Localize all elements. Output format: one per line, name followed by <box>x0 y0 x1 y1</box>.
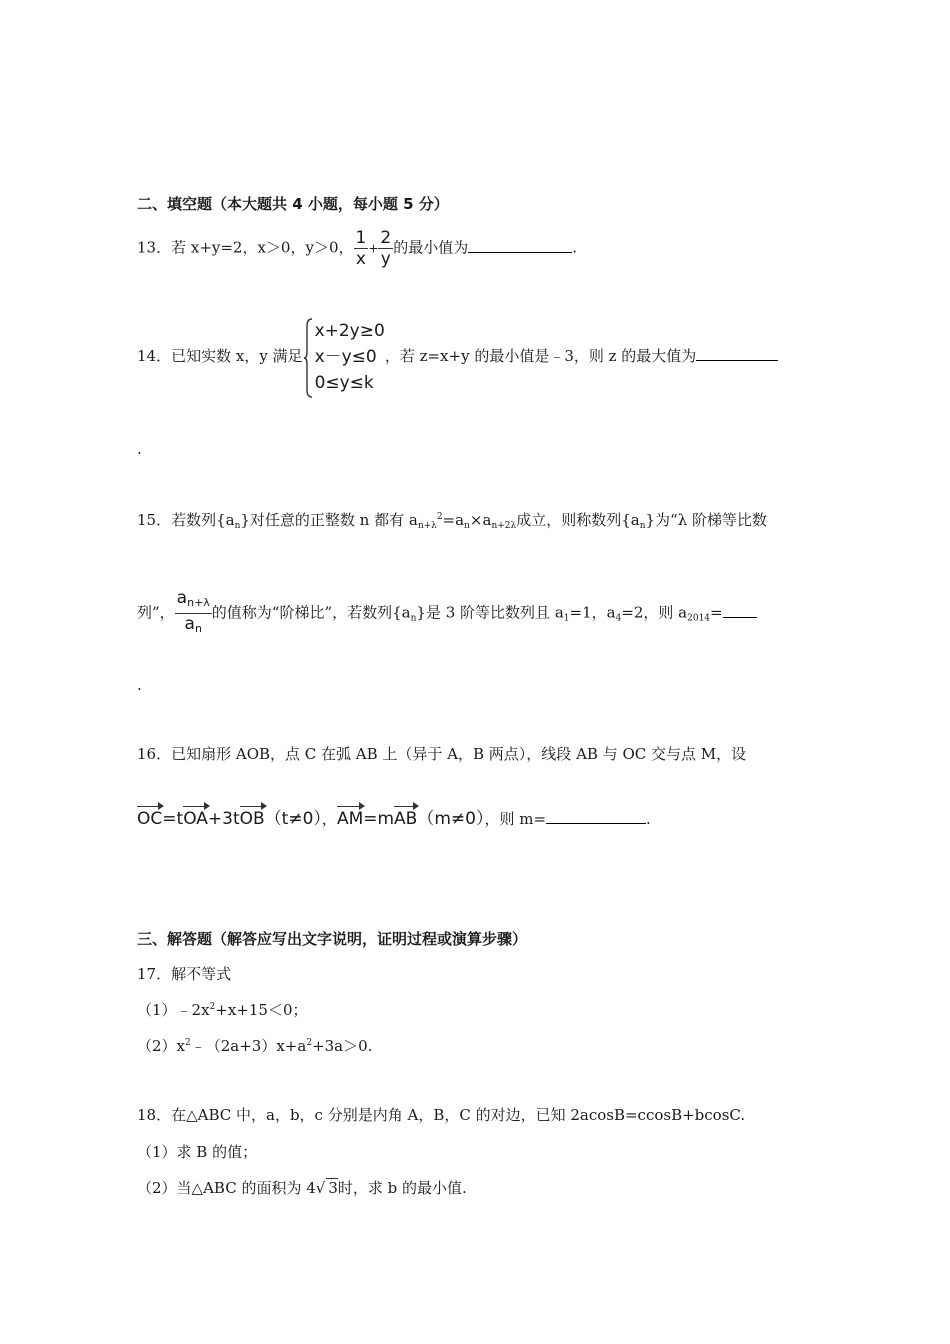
q13-text-after: 的最小值为 <box>393 238 469 257</box>
q15-frac-numerator <box>175 588 212 614</box>
q14-line-3: 0≤y≤k <box>314 373 374 393</box>
q16-eq3: =m <box>363 809 395 829</box>
q16-answer-blank[interactable] <box>546 809 646 824</box>
q15-l2-sub2: 1 <box>563 613 570 624</box>
vector-ab: AB <box>394 809 418 829</box>
vector-oc: OC <box>137 809 163 829</box>
q15-l1-sub: n <box>234 521 241 531</box>
q13-fraction-1 <box>354 228 369 269</box>
q15-l1-sub2: n+λ <box>417 521 437 531</box>
q14-inequality-system <box>303 318 385 396</box>
q15-l1-a: 15．若数列{a <box>137 511 235 529</box>
q14-line-2: x－y≤0 <box>314 347 377 367</box>
section-3-heading: 三、解答题（解答应写出文字说明，证明过程或演算步骤） <box>137 930 528 948</box>
q15-l2-c: }是 3 阶等比数列且 a <box>416 603 564 622</box>
sqrt-icon: √ <box>315 1179 326 1197</box>
q15-frac-den-sub: n <box>194 622 202 635</box>
q17-p2-sup: 2 <box>185 1038 191 1048</box>
q14-line-1: x+2y≥0 <box>314 321 385 341</box>
q13-plus: + <box>368 241 379 256</box>
q17-p2-sup2: 2 <box>306 1038 313 1048</box>
q15-fraction <box>175 588 212 639</box>
question-18-part-1: （1）求 B 的值； <box>137 1143 258 1161</box>
question-14 <box>137 318 778 396</box>
q15-l1-e: 成立，则称数列{a <box>516 511 640 529</box>
question-17-part-1 <box>137 999 308 1020</box>
q17-p2-c: +3a＞0. <box>312 1037 373 1055</box>
q15-l2-sub3: 4 <box>615 613 622 624</box>
q13-text-before: 13．若 x+y=2，x＞0，y＞0， <box>137 238 354 257</box>
q15-frac-num-a: a <box>176 588 188 608</box>
q14-text-before: 14．已知实数 x，y 满足 <box>137 347 303 365</box>
q15-l2-d: =1，a <box>569 603 616 622</box>
q14-end: . <box>137 440 142 458</box>
q15-l1-c: =a <box>442 511 465 529</box>
q18-sqrt-value: 3 <box>328 1179 338 1197</box>
q15-l2-a: 列”， <box>137 603 175 622</box>
q14-brace-icon <box>303 318 313 398</box>
q17-p2-b: ﹣（2a+3）x+a <box>190 1037 307 1055</box>
question-16-line-2 <box>137 804 651 829</box>
q13-frac1-numerator: 1 <box>355 228 367 248</box>
q15-l1-f: }为“λ 阶梯等比数 <box>645 511 768 529</box>
q15-l2-sub4: 2014 <box>687 613 711 624</box>
q17-p1-a: （1）﹣2x <box>137 1001 210 1019</box>
vector-ob: OB <box>239 809 265 829</box>
q18-p2-b: 时，求 b 的最小值. <box>337 1179 467 1197</box>
q15-l1-d: ×a <box>469 511 492 529</box>
q15-end: . <box>137 676 142 694</box>
q13-answer-blank[interactable] <box>468 238 572 253</box>
q18-p2-a: （2）当△ABC 的面积为 4 <box>137 1179 316 1197</box>
q15-l1-sup: 2 <box>436 512 443 522</box>
q16-cond2: （m≠0） <box>417 809 485 829</box>
q16-end: . <box>646 810 651 828</box>
q14-answer-blank[interactable] <box>696 346 778 361</box>
q15-answer-blank[interactable] <box>723 603 757 618</box>
q15-l1-sub5: n <box>639 521 646 531</box>
q13-end: . <box>572 238 578 257</box>
question-15-line-1 <box>137 509 767 531</box>
q15-l2-b: 的值称为“阶梯比”，若数列{a <box>211 603 411 622</box>
q16-vector-expression-1 <box>137 809 322 829</box>
q16-eq2: +3t <box>207 809 240 829</box>
q16-vector-expression-2 <box>337 809 485 829</box>
question-15-line-2 <box>137 588 757 639</box>
q15-l1-sub4: n+2λ <box>491 521 517 531</box>
q15-l1-sub3: n <box>464 521 470 531</box>
section-2-heading: 二、填空题（本大题共 4 小题，每小题 5 分） <box>137 195 449 213</box>
q15-l2-sub: n <box>410 613 417 624</box>
q15-frac-num-sub: n+λ <box>187 596 210 609</box>
vector-am: AM <box>336 809 364 829</box>
q15-l2-f: = <box>710 603 723 622</box>
question-16-line-1: 16．已知扇形 AOB，点 C 在弧 AB 上（异于 A，B 两点），线段 AB 与 OC 交与点 M，设 <box>137 745 747 763</box>
q13-fraction-2 <box>378 228 393 269</box>
question-17-title: 17．解不等式 <box>137 965 232 983</box>
q17-p1-sup: 2 <box>209 1002 216 1012</box>
q15-frac-den-a: a <box>184 614 195 634</box>
q16-eq1: =t <box>162 809 184 829</box>
q13-frac2-denominator: y <box>380 249 391 269</box>
q16-comma: ， <box>321 810 337 828</box>
q15-frac-denominator <box>175 614 212 639</box>
question-17-part-2 <box>137 1035 372 1056</box>
q16-text-after: ，则 m= <box>484 810 547 828</box>
q13-frac2-numerator: 2 <box>380 228 392 248</box>
vector-oa: OA <box>183 809 208 829</box>
q15-l1-b: }对任意的正整数 n 都有 a <box>240 511 418 529</box>
question-18-title: 18．在△ABC 中，a，b，c 分别是内角 A，B，C 的对边，已知 2acosB=ccosB+bcosC. <box>137 1106 746 1124</box>
question-18-part-2 <box>137 1177 467 1198</box>
q17-p2-a: （2）x <box>137 1037 186 1055</box>
q13-frac1-denominator: x <box>355 249 366 269</box>
q14-text-after: ，若 z=x+y 的最小值是﹣3，则 z 的最大值为 <box>384 347 697 365</box>
q15-l2-e: =2，则 a <box>621 603 688 622</box>
q17-p1-b: +x+15＜0； <box>215 1001 308 1019</box>
q16-cond1: （t≠0） <box>264 809 322 829</box>
question-13 <box>137 228 577 269</box>
